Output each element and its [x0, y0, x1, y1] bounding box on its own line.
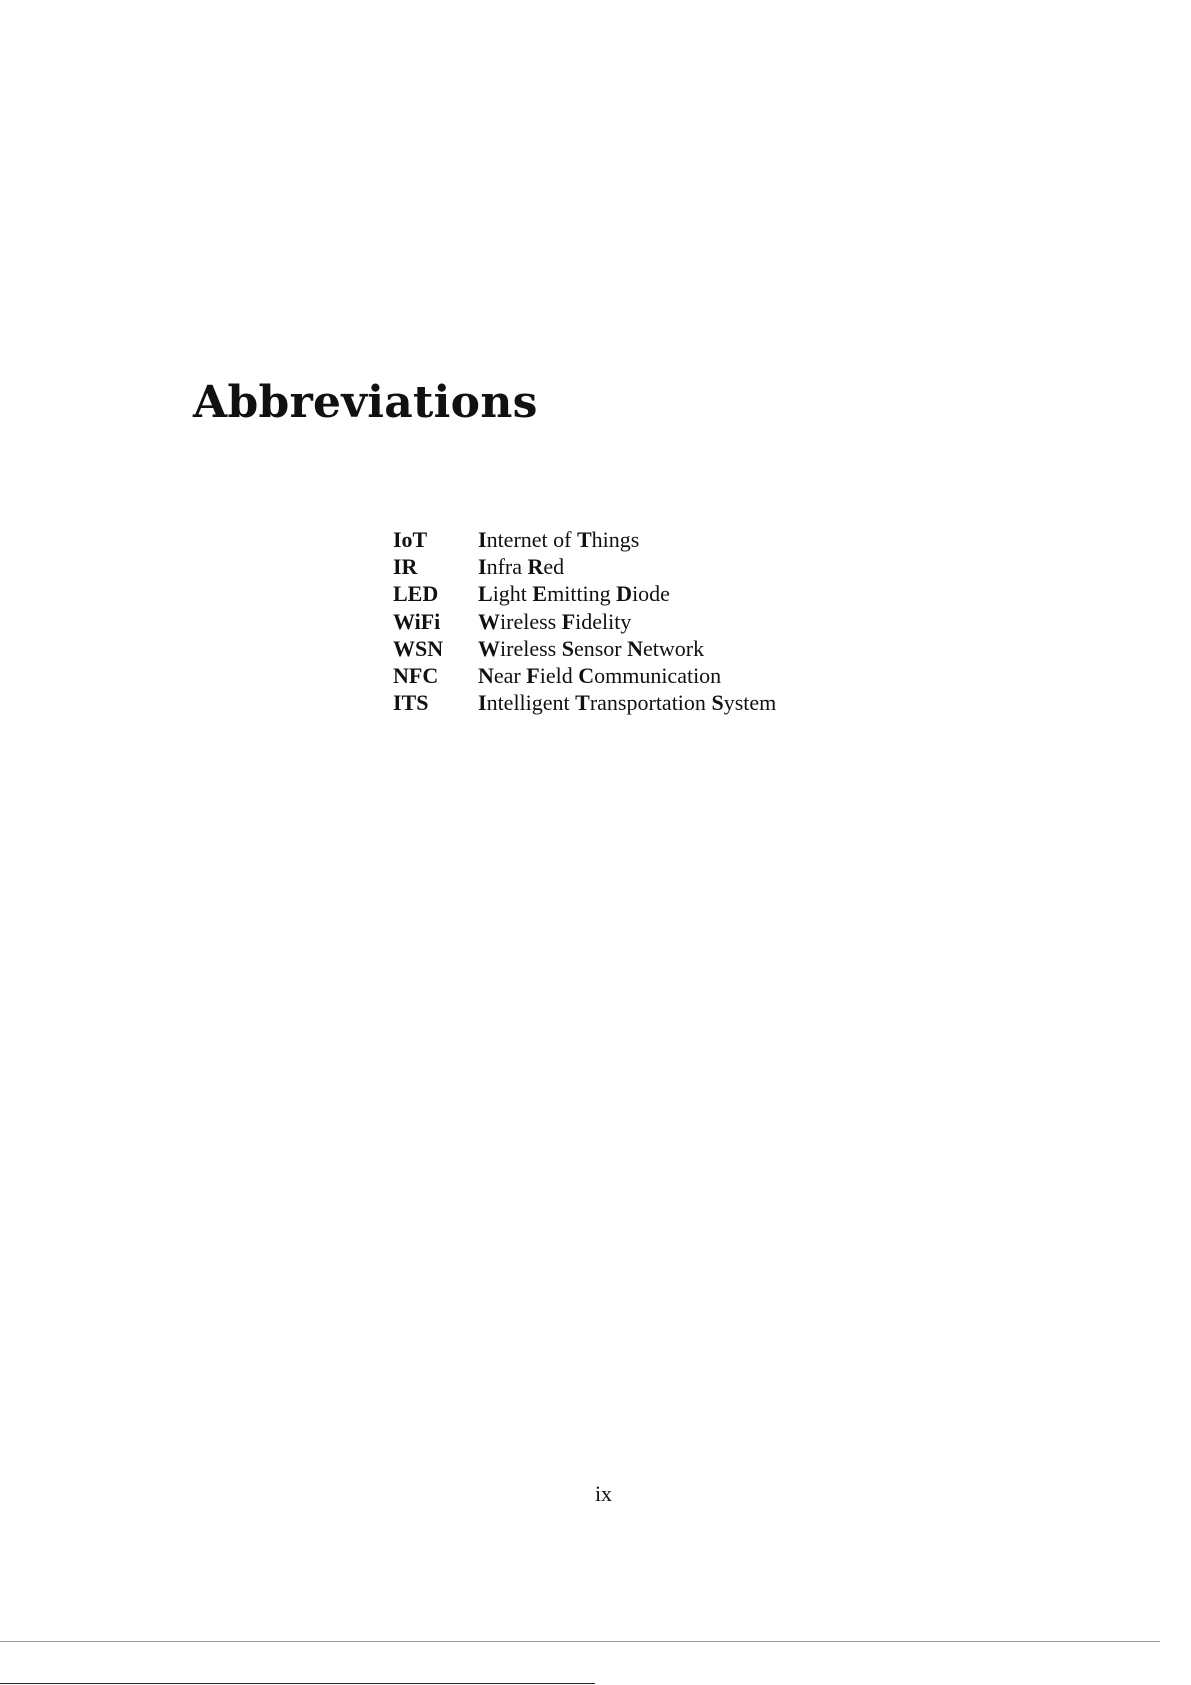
- abbreviation-row: [393, 635, 776, 662]
- definition-initial: C: [578, 663, 595, 689]
- definition-initial: R: [527, 553, 544, 579]
- page-title: Abbreviations: [193, 377, 538, 428]
- abbreviation-row: [393, 553, 776, 580]
- footer-divider: [0, 1641, 1160, 1642]
- abbreviation-definition: [478, 635, 705, 661]
- definition-text: nternet of: [486, 526, 577, 552]
- abbreviation-definition: [478, 553, 565, 579]
- definition-text: ransportation: [589, 690, 712, 716]
- definition-initial: N: [478, 663, 494, 689]
- definition-text: ensor: [573, 635, 628, 661]
- definition-initial: I: [478, 553, 487, 579]
- abbreviation-definition: [478, 608, 632, 634]
- definition-text: ntelligent: [486, 690, 576, 716]
- bottom-edge-divider: [0, 1683, 595, 1684]
- definition-initial: F: [526, 663, 540, 689]
- definition-text: hings: [591, 526, 640, 552]
- definition-text: nfra: [486, 553, 528, 579]
- definition-initial: I: [478, 690, 487, 716]
- definition-text: ed: [543, 553, 565, 579]
- abbreviation-definition: [478, 665, 721, 687]
- abbreviation-term: IoT: [393, 526, 428, 552]
- definition-text: ireless: [500, 635, 562, 661]
- abbreviation-term: LED: [393, 581, 439, 607]
- definition-initial: F: [561, 608, 576, 634]
- definition-text: mitting: [547, 581, 617, 607]
- definition-initial: W: [478, 635, 500, 661]
- abbreviation-row: [393, 608, 776, 635]
- definition-initial: S: [711, 690, 724, 716]
- abbreviation-term: IR: [393, 553, 418, 579]
- definition-initial: L: [478, 581, 493, 607]
- abbreviation-definition: [478, 692, 776, 714]
- abbreviation-row: [393, 526, 776, 553]
- definition-initial: E: [532, 581, 548, 607]
- definition-initial: T: [575, 690, 590, 716]
- definition-text: etwork: [643, 635, 705, 661]
- abbreviation-term: WiFi: [393, 608, 441, 634]
- definition-text: ear: [493, 663, 527, 689]
- definition-initial: W: [478, 608, 500, 634]
- definition-initial: S: [561, 635, 574, 661]
- definition-text: ield: [539, 663, 579, 689]
- abbreviation-row: [393, 690, 776, 717]
- abbreviation-term: ITS: [393, 690, 429, 716]
- definition-text: iode: [632, 581, 670, 607]
- definition-initial: D: [616, 581, 633, 607]
- definition-text: ireless: [500, 608, 562, 634]
- definition-text: ystem: [723, 690, 777, 716]
- definition-initial: N: [627, 635, 643, 661]
- page-number: ix: [594, 1481, 613, 1506]
- definition-initial: I: [478, 526, 487, 552]
- abbreviation-row: [393, 662, 776, 689]
- abbreviation-term: NFC: [393, 663, 439, 689]
- definition-text: ommunication: [594, 663, 722, 689]
- abbreviations-list: [393, 526, 776, 717]
- abbreviation-definition: [478, 583, 670, 605]
- definition-text: idelity: [575, 608, 632, 634]
- abbreviation-term: WSN: [393, 635, 444, 661]
- definition-initial: T: [576, 526, 592, 552]
- abbreviation-definition: [478, 526, 640, 552]
- definition-text: ight: [492, 581, 533, 607]
- abbreviation-row: [393, 581, 776, 608]
